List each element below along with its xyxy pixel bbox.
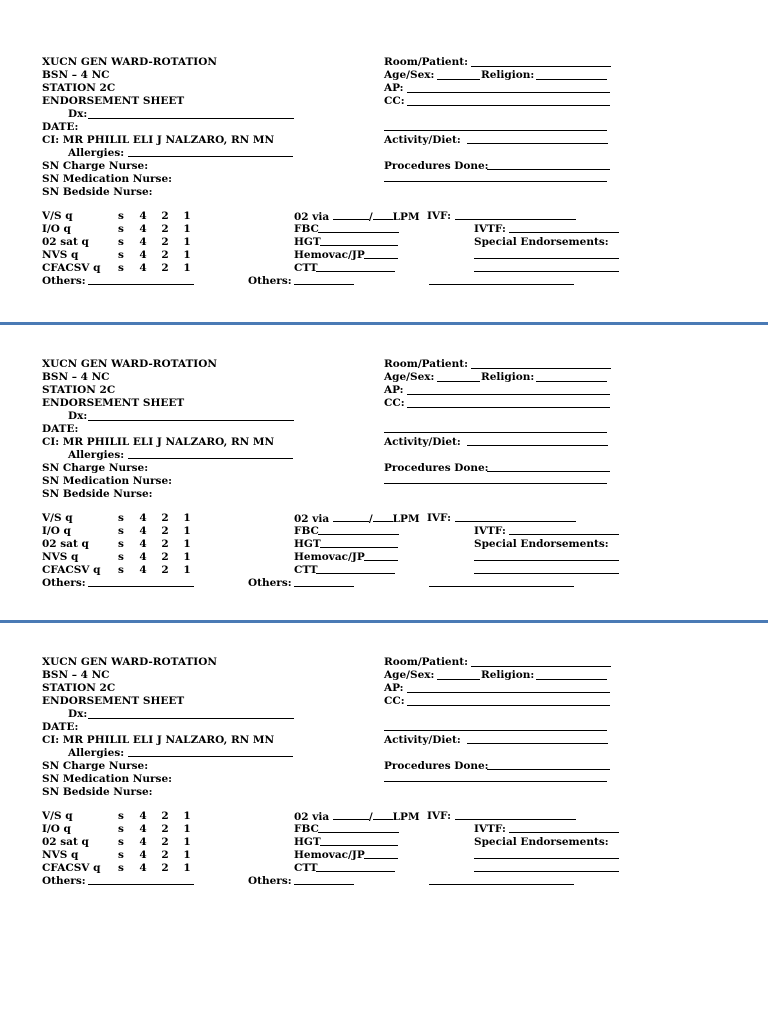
freq-2[interactable]: 2	[161, 551, 169, 563]
ivf-label: IVF:	[427, 810, 452, 822]
freq-4[interactable]: 4	[139, 862, 147, 874]
ctt-label: CTT	[294, 564, 318, 576]
hgt-label: HGT	[294, 236, 321, 248]
religion-field[interactable]	[536, 679, 607, 680]
ivtf-field[interactable]	[509, 832, 619, 833]
freq-options[interactable]	[110, 525, 198, 538]
fbc-field[interactable]	[318, 232, 399, 233]
course-label: BSN – 4 NC	[42, 371, 110, 383]
hgt-field[interactable]	[320, 245, 398, 246]
freq-s[interactable]: s	[118, 262, 124, 274]
freq-1[interactable]: 1	[183, 210, 191, 222]
procedures-done-label: Procedures Done:	[384, 462, 489, 474]
freq-1[interactable]: 1	[183, 262, 191, 274]
freq-options[interactable]	[110, 210, 198, 223]
freq-s[interactable]: s	[118, 249, 124, 261]
ctt-field[interactable]	[316, 271, 395, 272]
ivf-label: IVF:	[427, 512, 452, 524]
freq-options[interactable]	[110, 849, 198, 862]
freq-4[interactable]: 4	[139, 262, 147, 274]
bedside-nurse-label: SN Bedside Nurse:	[42, 186, 153, 198]
medication-nurse-label: SN Medication Nurse:	[42, 173, 173, 185]
io-label: I/O q	[42, 823, 71, 835]
activity-diet-label: Activity/Diet:	[384, 134, 461, 146]
room-patient-label: Room/Patient:	[384, 656, 468, 668]
ctt-field[interactable]	[316, 573, 395, 574]
ivtf-field[interactable]	[509, 534, 619, 535]
form-title: XUCN GEN WARD-ROTATION	[42, 56, 217, 68]
age-sex-label: Age/Sex:	[384, 669, 435, 681]
freq-2[interactable]: 2	[161, 525, 169, 537]
freq-s[interactable]: s	[118, 823, 124, 835]
dx-label: Dx:	[68, 108, 88, 120]
freq-1[interactable]: 1	[183, 810, 191, 822]
cfacsv-label: CFACSV q	[42, 262, 101, 274]
vs-label: V/S q	[42, 512, 73, 524]
procedures-done-field[interactable]	[487, 769, 610, 770]
lpm-label: LPM	[392, 513, 420, 525]
hemovac-field[interactable]	[364, 258, 398, 259]
freq-4[interactable]: 4	[139, 551, 147, 563]
freq-s[interactable]: s	[118, 564, 124, 576]
freq-s[interactable]: s	[118, 862, 124, 874]
o2-via-field[interactable]	[333, 210, 369, 220]
form-title: XUCN GEN WARD-ROTATION	[42, 656, 217, 668]
others-mid-field[interactable]	[294, 884, 354, 885]
ap-field[interactable]	[407, 394, 610, 395]
dx-field[interactable]	[88, 420, 294, 421]
dx-field[interactable]	[88, 718, 294, 719]
lpm-field[interactable]	[373, 210, 393, 220]
form-title: XUCN GEN WARD-ROTATION	[42, 358, 217, 370]
medication-nurse-label: SN Medication Nurse:	[42, 475, 173, 487]
procedures-done-field[interactable]	[487, 169, 610, 170]
sheet-name: ENDORSEMENT SHEET	[42, 95, 185, 107]
freq-1[interactable]: 1	[183, 849, 191, 861]
freq-2[interactable]: 2	[161, 823, 169, 835]
freq-2[interactable]: 2	[161, 262, 169, 274]
fbc-label: FBC	[294, 223, 319, 235]
procedures-extra-line[interactable]	[384, 781, 607, 782]
freq-2[interactable]: 2	[161, 210, 169, 222]
freq-4[interactable]: 4	[139, 236, 147, 248]
course-label: BSN – 4 NC	[42, 69, 110, 81]
freq-options[interactable]	[110, 512, 198, 525]
others-mid-label: Others:	[248, 275, 292, 287]
religion-field[interactable]	[536, 381, 607, 382]
freq-2[interactable]: 2	[161, 512, 169, 524]
charge-nurse-label: SN Charge Nurse:	[42, 760, 149, 772]
extra-line[interactable]	[384, 432, 607, 433]
age-sex-label: Age/Sex:	[384, 69, 435, 81]
o2-slash: /	[368, 211, 373, 223]
freq-2[interactable]: 2	[161, 564, 169, 576]
procedures-done-label: Procedures Done:	[384, 760, 489, 772]
ap-label: AP:	[384, 384, 404, 396]
allergies-field[interactable]	[128, 458, 293, 459]
age-sex-field[interactable]	[437, 79, 480, 80]
o2-via-label: 02 via	[294, 211, 330, 223]
sheet-name: ENDORSEMENT SHEET	[42, 695, 185, 707]
ivf-field[interactable]	[455, 521, 576, 522]
o2sat-label: 02 sat q	[42, 836, 89, 848]
lpm-label: LPM	[392, 211, 420, 223]
freq-options[interactable]	[110, 862, 198, 875]
nvs-label: NVS q	[42, 551, 79, 563]
room-patient-label: Room/Patient:	[384, 358, 468, 370]
ivtf-label: IVTF:	[474, 223, 506, 235]
special-endorsements-label: Special Endorsements:	[474, 538, 609, 550]
o2-via-row	[294, 210, 420, 224]
cc-field[interactable]	[407, 705, 610, 706]
freq-options[interactable]	[110, 236, 198, 249]
activity-diet-label: Activity/Diet:	[384, 734, 461, 746]
freq-4[interactable]: 4	[139, 512, 147, 524]
cfacsv-label: CFACSV q	[42, 564, 101, 576]
freq-1[interactable]: 1	[183, 236, 191, 248]
freq-2[interactable]: 2	[161, 849, 169, 861]
others-mid-label: Others:	[248, 577, 292, 589]
special-endorsements-line[interactable]	[474, 858, 619, 859]
o2-via-label: 02 via	[294, 811, 330, 823]
freq-2[interactable]: 2	[161, 223, 169, 235]
station-label: STATION 2C	[42, 682, 116, 694]
freq-1[interactable]: 1	[183, 249, 191, 261]
freq-2[interactable]: 2	[161, 810, 169, 822]
extra-line[interactable]	[384, 730, 607, 731]
ctt-label: CTT	[294, 862, 318, 874]
bedside-nurse-label: SN Bedside Nurse:	[42, 488, 153, 500]
lpm-field[interactable]	[373, 512, 393, 522]
allergies-label: Allergies:	[68, 747, 125, 759]
ap-label: AP:	[384, 682, 404, 694]
o2-slash: /	[368, 513, 373, 525]
freq-s[interactable]: s	[118, 236, 124, 248]
ivf-field[interactable]	[455, 819, 576, 820]
freq-1[interactable]: 1	[183, 525, 191, 537]
others-mid-field[interactable]	[294, 284, 354, 285]
ctt-label: CTT	[294, 262, 318, 274]
cc-label: CC:	[384, 695, 405, 707]
o2sat-label: 02 sat q	[42, 538, 89, 550]
ivf-field[interactable]	[455, 219, 576, 220]
dx-label: Dx:	[68, 708, 88, 720]
ap-label: AP:	[384, 82, 404, 94]
freq-s[interactable]: s	[118, 849, 124, 861]
freq-2[interactable]: 2	[161, 236, 169, 248]
others-left-label: Others:	[42, 275, 86, 287]
freq-s[interactable]: s	[118, 512, 124, 524]
freq-4[interactable]: 4	[139, 823, 147, 835]
hemovac-field[interactable]	[364, 858, 398, 859]
o2-slash: /	[368, 811, 373, 823]
cc-field[interactable]	[407, 407, 610, 408]
o2-via-field[interactable]	[333, 512, 369, 522]
freq-4[interactable]: 4	[139, 836, 147, 848]
special-endorsements-line[interactable]	[474, 258, 619, 259]
nvs-label: NVS q	[42, 849, 79, 861]
others-left-field[interactable]	[88, 586, 194, 587]
endorsement-sheet	[0, 0, 768, 300]
freq-options[interactable]	[110, 551, 198, 564]
room-patient-field[interactable]	[471, 368, 611, 369]
hgt-field[interactable]	[320, 845, 398, 846]
fbc-field[interactable]	[318, 534, 399, 535]
procedures-extra-line[interactable]	[384, 181, 607, 182]
ci-label: CI: MR PHILIL ELI J NALZARO, RN MN	[42, 734, 275, 746]
special-endorsements-line[interactable]	[474, 271, 619, 272]
freq-1[interactable]: 1	[183, 862, 191, 874]
age-sex-field[interactable]	[437, 381, 480, 382]
others-right-field[interactable]	[429, 586, 574, 587]
hemovac-label: Hemovac/JP	[294, 551, 365, 563]
ivtf-field[interactable]	[509, 232, 619, 233]
freq-4[interactable]: 4	[139, 525, 147, 537]
fbc-label: FBC	[294, 823, 319, 835]
o2-via-row	[294, 810, 420, 824]
date-label: DATE:	[42, 721, 79, 733]
freq-options[interactable]	[110, 836, 198, 849]
dx-label: Dx:	[68, 410, 88, 422]
religion-label: Religion:	[481, 69, 535, 81]
others-left-field[interactable]	[88, 884, 194, 885]
special-endorsements-line[interactable]	[474, 560, 619, 561]
o2-via-field[interactable]	[333, 810, 369, 820]
hemovac-label: Hemovac/JP	[294, 249, 365, 261]
ci-label: CI: MR PHILIL ELI J NALZARO, RN MN	[42, 436, 275, 448]
freq-options[interactable]	[110, 262, 198, 275]
freq-4[interactable]: 4	[139, 849, 147, 861]
nvs-label: NVS q	[42, 249, 79, 261]
o2sat-label: 02 sat q	[42, 236, 89, 248]
endorsement-sheet	[0, 302, 768, 602]
freq-s[interactable]: s	[118, 210, 124, 222]
religion-field[interactable]	[536, 79, 607, 80]
freq-4[interactable]: 4	[139, 538, 147, 550]
lpm-field[interactable]	[373, 810, 393, 820]
hemovac-label: Hemovac/JP	[294, 849, 365, 861]
lpm-label: LPM	[392, 811, 420, 823]
freq-options[interactable]	[110, 249, 198, 262]
special-endorsements-line[interactable]	[474, 871, 619, 872]
freq-4[interactable]: 4	[139, 249, 147, 261]
special-endorsements-line[interactable]	[474, 573, 619, 574]
allergies-label: Allergies:	[68, 449, 125, 461]
procedures-done-label: Procedures Done:	[384, 160, 489, 172]
freq-4[interactable]: 4	[139, 810, 147, 822]
bedside-nurse-label: SN Bedside Nurse:	[42, 786, 153, 798]
others-left-label: Others:	[42, 577, 86, 589]
religion-label: Religion:	[481, 371, 535, 383]
station-label: STATION 2C	[42, 384, 116, 396]
special-endorsements-label: Special Endorsements:	[474, 836, 609, 848]
freq-1[interactable]: 1	[183, 512, 191, 524]
cc-label: CC:	[384, 397, 405, 409]
charge-nurse-label: SN Charge Nurse:	[42, 462, 149, 474]
ivtf-label: IVTF:	[474, 823, 506, 835]
sheet-name: ENDORSEMENT SHEET	[42, 397, 185, 409]
ci-label: CI: MR PHILIL ELI J NALZARO, RN MN	[42, 134, 275, 146]
ivf-label: IVF:	[427, 210, 452, 222]
course-label: BSN – 4 NC	[42, 669, 110, 681]
vs-label: V/S q	[42, 810, 73, 822]
allergies-field[interactable]	[128, 756, 293, 757]
activity-diet-field[interactable]	[467, 143, 608, 144]
fbc-field[interactable]	[318, 832, 399, 833]
freq-options[interactable]	[110, 538, 198, 551]
freq-1[interactable]: 1	[183, 551, 191, 563]
dx-field[interactable]	[88, 118, 294, 119]
o2-via-row	[294, 512, 420, 526]
medication-nurse-label: SN Medication Nurse:	[42, 773, 173, 785]
procedures-done-field[interactable]	[487, 471, 610, 472]
io-label: I/O q	[42, 525, 71, 537]
cc-label: CC:	[384, 95, 405, 107]
fbc-label: FBC	[294, 525, 319, 537]
freq-1[interactable]: 1	[183, 836, 191, 848]
freq-options[interactable]	[110, 223, 198, 236]
freq-options[interactable]	[110, 564, 198, 577]
activity-diet-label: Activity/Diet:	[384, 436, 461, 448]
age-sex-field[interactable]	[437, 679, 480, 680]
ivtf-label: IVTF:	[474, 525, 506, 537]
others-right-field[interactable]	[429, 284, 574, 285]
freq-4[interactable]: 4	[139, 564, 147, 576]
others-left-field[interactable]	[88, 284, 194, 285]
room-patient-label: Room/Patient:	[384, 56, 468, 68]
ctt-field[interactable]	[316, 871, 395, 872]
freq-options[interactable]	[110, 810, 198, 823]
vs-label: V/S q	[42, 210, 73, 222]
date-label: DATE:	[42, 423, 79, 435]
ap-field[interactable]	[407, 692, 610, 693]
procedures-extra-line[interactable]	[384, 483, 607, 484]
room-patient-field[interactable]	[471, 66, 611, 67]
age-sex-label: Age/Sex:	[384, 371, 435, 383]
freq-4[interactable]: 4	[139, 210, 147, 222]
hemovac-field[interactable]	[364, 560, 398, 561]
religion-label: Religion:	[481, 669, 535, 681]
io-label: I/O q	[42, 223, 71, 235]
freq-1[interactable]: 1	[183, 823, 191, 835]
freq-s[interactable]: s	[118, 810, 124, 822]
freq-4[interactable]: 4	[139, 223, 147, 235]
hgt-label: HGT	[294, 836, 321, 848]
freq-s[interactable]: s	[118, 525, 124, 537]
freq-1[interactable]: 1	[183, 538, 191, 550]
freq-2[interactable]: 2	[161, 538, 169, 550]
freq-1[interactable]: 1	[183, 223, 191, 235]
allergies-label: Allergies:	[68, 147, 125, 159]
station-label: STATION 2C	[42, 82, 116, 94]
freq-s[interactable]: s	[118, 538, 124, 550]
special-endorsements-label: Special Endorsements:	[474, 236, 609, 248]
o2-via-label: 02 via	[294, 513, 330, 525]
room-patient-field[interactable]	[471, 666, 611, 667]
date-label: DATE:	[42, 121, 79, 133]
cc-field[interactable]	[407, 105, 610, 106]
others-right-field[interactable]	[429, 884, 574, 885]
hgt-label: HGT	[294, 538, 321, 550]
ap-field[interactable]	[407, 92, 610, 93]
hgt-field[interactable]	[320, 547, 398, 548]
activity-diet-field[interactable]	[467, 445, 608, 446]
cfacsv-label: CFACSV q	[42, 862, 101, 874]
freq-2[interactable]: 2	[161, 836, 169, 848]
others-mid-label: Others:	[248, 875, 292, 887]
freq-2[interactable]: 2	[161, 249, 169, 261]
others-left-label: Others:	[42, 875, 86, 887]
freq-s[interactable]: s	[118, 836, 124, 848]
freq-options[interactable]	[110, 823, 198, 836]
others-mid-field[interactable]	[294, 586, 354, 587]
charge-nurse-label: SN Charge Nurse:	[42, 160, 149, 172]
freq-1[interactable]: 1	[183, 564, 191, 576]
allergies-field[interactable]	[128, 156, 293, 157]
extra-line[interactable]	[384, 130, 607, 131]
endorsement-sheet	[0, 600, 768, 900]
activity-diet-field[interactable]	[467, 743, 608, 744]
freq-s[interactable]: s	[118, 551, 124, 563]
freq-s[interactable]: s	[118, 223, 124, 235]
freq-2[interactable]: 2	[161, 862, 169, 874]
